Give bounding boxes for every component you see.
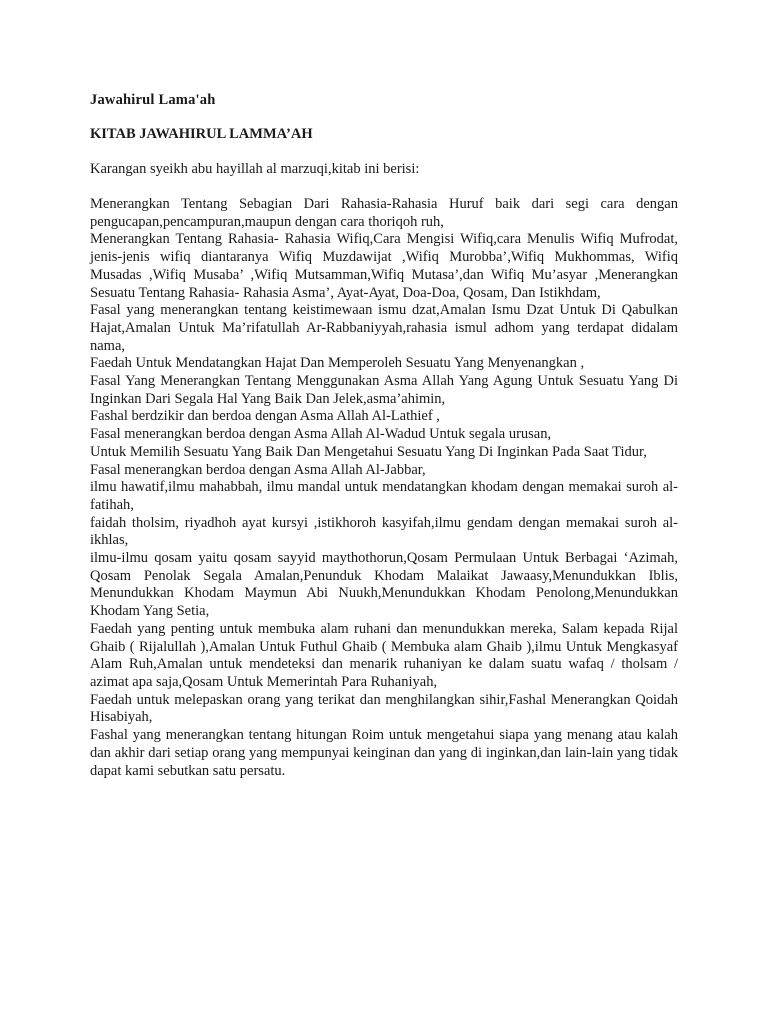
- list-item: Fasal yang menerangkan tentang keistimewaan ismu dzat,Amalan Ismu Dzat Untuk Di Qabulkan Hajat,Amalan Untuk Ma’rifatullah Ar-Rabbaniyyah,rahasia ismul adhom yang terdapat didalam nama,: [90, 302, 678, 354]
- document-body: [90, 91, 678, 780]
- list-item: ilmu hawatif,ilmu mahabbah, ilmu mandal untuk mendatangkan khodam dengan memakai suroh al-fatihah,: [90, 479, 678, 513]
- intro-paragraph: Karangan syeikh abu hayillah al marzuqi,kitab ini berisi:: [90, 161, 420, 177]
- document-subtitle: KITAB JAWAHIRUL LAMMA’AH: [90, 126, 313, 142]
- list-item: Faedah untuk melepaskan orang yang terikat dan menghilangkan sihir,Fashal Menerangkan Qoidah Hisabiyah,: [90, 691, 678, 726]
- list-item: Fashal yang menerangkan tentang hitungan Roim untuk mengetahui siapa yang menang atau kalah dan akhir dari setiap orang yang mempunyai keinginan dan yang di inginkan,dan lain-lain yang tidak dapat kami sebutkan satu persatu.: [90, 727, 678, 779]
- list-item: Menerangkan Tentang Rahasia- Rahasia Wifiq,Cara Mengisi Wifiq,cara Menulis Wifiq Mufrodat, jenis-jenis wifiq diantaranya Wifiq Muzdawijat ,Wifiq Murobba’,Wifiq Mukhommas, Wifiq Musadas ,Wifiq Musaba’ ,Wifiq Mutsamman,Wifiq Mutasa’,dan Wifiq Mu’asyar ,Menerangkan Sesuatu Tentang Rahasia- Rahasia Asma’, Ayat-Ayat, Doa-Doa, Qosam, Dan Istikhdam,: [90, 231, 678, 301]
- document-title: Jawahirul Lama'ah: [90, 92, 216, 108]
- list-item: Untuk Memilih Sesuatu Yang Baik Dan Mengetahui Sesuatu Yang Di Inginkan Pada Saat Tidur,: [90, 443, 647, 460]
- list-item: faidah tholsim, riyadhoh ayat kursyi ,istikhoroh kasyifah,ilmu gendam dengan memakai suroh al-ikhlas,: [90, 514, 678, 549]
- list-item: Faedah yang penting untuk membuka alam ruhani dan menundukkan mereka, Salam kepada Rijal Ghaib ( Rijalullah ),Amalan Untuk Futhul Ghaib ( Membuka alam Ghaib ),ilmu Untuk Mengkasyaf Alam Ruh,Amalan untuk mendeteksi dan menarik ruhaniyan ke dalam suatu wafaq / tholsam / azimat apa saja,Qosam Untuk Memerintah Para Ruhaniyah,: [90, 620, 678, 690]
- list-item: ilmu-ilmu qosam yaitu qosam sayyid maythothorun,Qosam Permulaan Untuk Berbagai ‘Azimah, Qosam Penolak Segala Amalan,Penunduk Khodam Malaikat Jawaasy,Menundukkan Iblis, Menundukkan Khodam Maymun Abi Nuukh,Menundukkan Khodam Penolong,Menundukkan Khodam Yang Setia,: [90, 550, 678, 620]
- list-item: Fasal menerangkan berdoa dengan Asma Allah Al-Wadud Untuk segala urusan,: [90, 426, 552, 443]
- list-item: Menerangkan Tentang Sebagian Dari Rahasia-Rahasia Huruf baik dari segi cara dengan pengucapan,pencampuran,maupun dengan cara thoriqoh ruh,: [90, 196, 678, 230]
- list-item: Fasal menerangkan berdoa dengan Asma Allah Al-Jabbar,: [90, 461, 426, 478]
- list-item: Fashal berdzikir dan berdoa dengan Asma Allah Al-Lathief ,: [90, 408, 440, 425]
- list-item: Faedah Untuk Mendatangkan Hajat Dan Memperoleh Sesuatu Yang Menyenangkan ,: [90, 355, 585, 372]
- contents-list: [90, 196, 678, 780]
- list-item: Fasal Yang Menerangkan Tentang Menggunakan Asma Allah Yang Agung Untuk Sesuatu Yang Di Inginkan Dari Segala Hal Yang Baik Dan Jelek,asma’ahimin,: [90, 373, 678, 407]
